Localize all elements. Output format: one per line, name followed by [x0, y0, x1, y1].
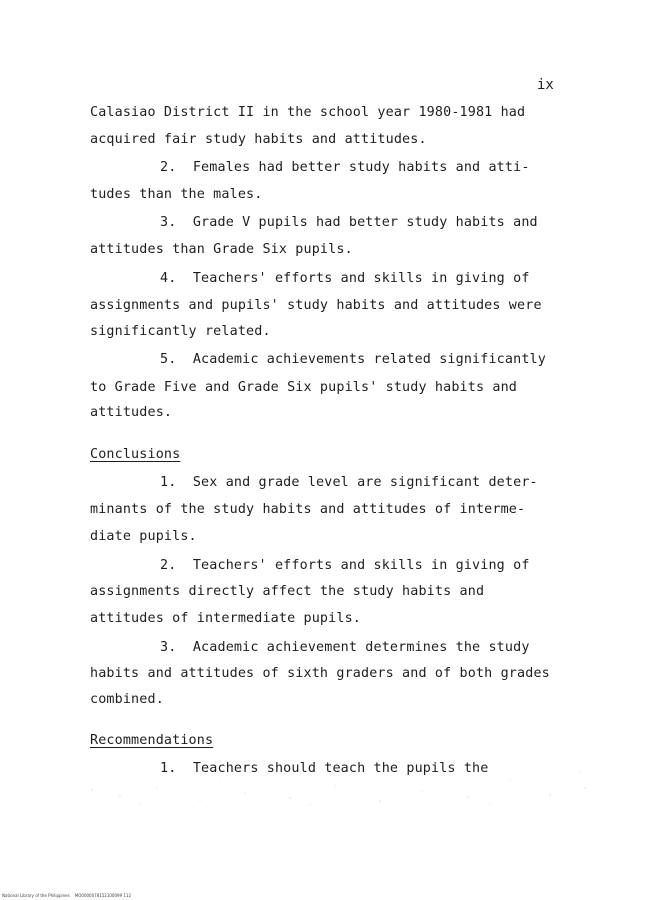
- body-line: to Grade Five and Grade Six pupils' study habits and: [90, 380, 518, 395]
- body-line: attitudes.: [90, 405, 173, 420]
- finding-item-4: 4. Teachers' efforts and skills in giving of: [160, 271, 530, 286]
- page-number: ix: [537, 77, 554, 93]
- section-heading-conclusions: Conclusions: [90, 447, 181, 462]
- body-line: acquired fair study habits and attitudes.: [90, 132, 427, 147]
- body-line: minants of the study habits and attitudes of interme-: [90, 502, 526, 517]
- body-line: Calasiao District II in the school year 1980-1981 had: [90, 105, 526, 120]
- body-line: habits and attitudes of sixth graders and of both grades: [90, 666, 550, 681]
- body-line: assignments and pupils' study habits and attitudes were: [90, 298, 542, 313]
- recommendation-item-1: 1. Teachers should teach the pupils the: [160, 761, 489, 776]
- scan-noise: [80, 760, 600, 808]
- conclusion-item-2: 2. Teachers' efforts and skills in giving of: [160, 558, 530, 573]
- body-line: diate pupils.: [90, 529, 197, 544]
- conclusion-item-1: 1. Sex and grade level are significant deter-: [160, 475, 538, 490]
- body-line: combined.: [90, 692, 164, 707]
- footer-attribution: National Library of the Philippines MO0000078152100099 112: [2, 893, 132, 898]
- body-line: attitudes than Grade Six pupils.: [90, 242, 353, 257]
- finding-item-2: 2. Females had better study habits and atti-: [160, 160, 530, 175]
- conclusion-item-3: 3. Academic achievement determines the study: [160, 640, 530, 655]
- body-line: assignments directly affect the study habits and: [90, 584, 485, 599]
- body-line: significantly related.: [90, 324, 271, 339]
- body-line: tudes than the males.: [90, 187, 263, 202]
- section-heading-recommendations: Recommendations: [90, 733, 214, 748]
- body-line: attitudes of intermediate pupils.: [90, 611, 361, 626]
- finding-item-3: 3. Grade V pupils had better study habits and: [160, 215, 538, 230]
- finding-item-5: 5. Academic achievements related significantly: [160, 352, 546, 367]
